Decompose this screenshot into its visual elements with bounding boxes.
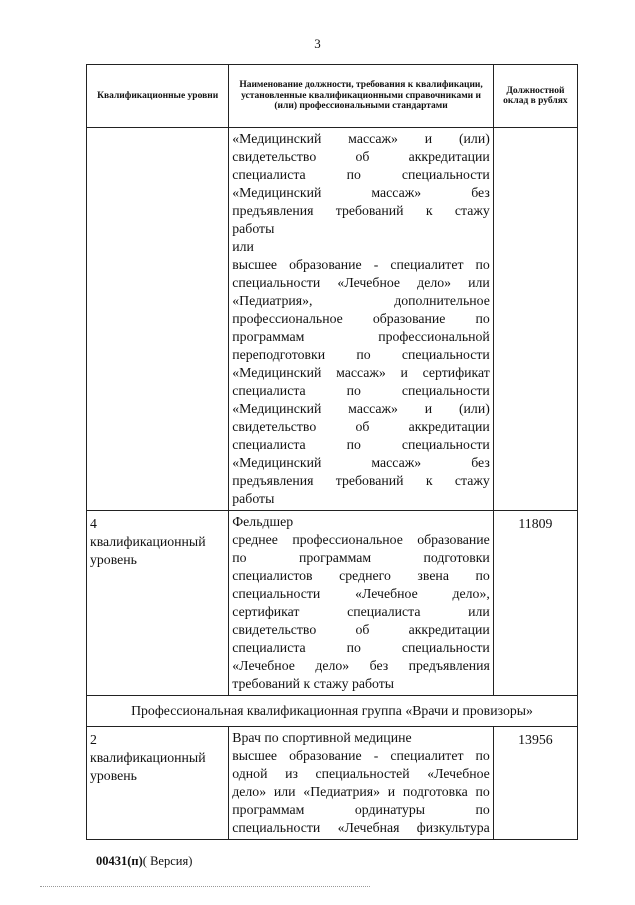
- text-line: требований к стажу работы: [232, 676, 395, 691]
- text-line: предъявления требований к стажу: [232, 203, 490, 218]
- text-line: свидетельство об аккредитации: [232, 622, 490, 637]
- text-line: специальности «Лечебное дело»,: [232, 586, 490, 601]
- text-line: Фельдшер: [232, 514, 294, 529]
- document-code-number: 00431(п): [96, 854, 143, 868]
- text-line: сертификат специалиста или: [232, 604, 490, 619]
- text-line: «Медицинский массаж» и (или): [232, 131, 490, 146]
- group-title: Профессиональная квалификационная группа «Врачи и провизоры»: [87, 696, 578, 727]
- text-line: «Лечебное дело» без предъявления: [232, 658, 490, 673]
- salary-cell: 13956: [493, 727, 577, 840]
- text-line: работы: [232, 221, 275, 236]
- text-line: профессиональное образование по: [232, 311, 490, 326]
- text-line: предъявления требований к стажу: [232, 473, 490, 488]
- text-line: высшее образование - специалитет по: [232, 257, 490, 272]
- level-cell: [87, 511, 229, 696]
- text-line: «Медицинский массаж» без: [232, 185, 490, 200]
- text-line: программам ординатуры по: [232, 802, 490, 817]
- document-code-version: ( Версия): [142, 854, 193, 868]
- level-cell: [87, 727, 229, 840]
- text-line: «Педиатрия», дополнительное: [232, 293, 490, 308]
- text-line: специалиста по специальности: [232, 640, 490, 655]
- scan-artifact: [40, 886, 370, 891]
- level-line: 2: [90, 732, 97, 747]
- level-line: уровень: [90, 768, 137, 783]
- text-line: специалиста по специальности: [232, 437, 490, 452]
- level-cell: [87, 128, 229, 511]
- requirements-cell: [229, 511, 494, 696]
- table-row: [87, 128, 578, 511]
- text-line: специалистов среднего звена по: [232, 568, 490, 583]
- level-line: 4: [90, 516, 97, 531]
- qualification-table: [86, 64, 578, 840]
- text-line: работы: [232, 491, 275, 506]
- salary-cell: [493, 128, 577, 511]
- salary-cell: 11809: [493, 511, 577, 696]
- header-position-requirements: Наименование должности, требования к квалификации, установленные квалификационными справочниками и (или) профессиональными стандартами: [229, 65, 494, 128]
- text-line: свидетельство об аккредитации: [232, 149, 490, 164]
- requirements-cell: [229, 727, 494, 840]
- document-code: [96, 854, 192, 869]
- header-salary: Должностной оклад в рублях: [493, 65, 577, 128]
- text-line: специалиста по специальности: [232, 167, 490, 182]
- text-line: «Медицинский массаж» и (или): [232, 401, 490, 416]
- text-line: среднее профессиональное образование: [232, 532, 490, 547]
- text-line: или: [232, 239, 254, 254]
- text-line: высшее образование - специалитет по: [232, 748, 490, 763]
- text-line: одной из специальностей «Лечебное: [232, 766, 490, 781]
- text-line: переподготовки по специальности: [232, 347, 490, 362]
- text-line: «Медицинский массаж» и сертификат: [232, 365, 490, 380]
- text-line: специальности «Лечебное дело» или: [232, 275, 490, 290]
- page-number: 3: [314, 36, 321, 51]
- level-line: квалификационный: [90, 750, 206, 765]
- header-levels: Квалификационные уровни: [87, 65, 229, 128]
- text-line: специалиста по специальности: [232, 383, 490, 398]
- text-line: специальности «Лечебная физкультура: [232, 820, 490, 835]
- text-line: программам профессиональной: [232, 329, 490, 344]
- level-line: квалификационный: [90, 534, 206, 549]
- text-line: дело» или «Педиатрия» и подготовка по: [232, 784, 490, 799]
- level-line: уровень: [90, 552, 137, 567]
- table-row: [87, 511, 578, 696]
- text-line: «Медицинский массаж» без: [232, 455, 490, 470]
- text-line: свидетельство об аккредитации: [232, 419, 490, 434]
- text-line: Врач по спортивной медицине: [232, 730, 412, 745]
- requirements-cell: [229, 128, 494, 511]
- table-header-row: [87, 65, 578, 128]
- text-line: по программам подготовки: [232, 550, 490, 565]
- group-header-row: [87, 696, 578, 727]
- table-row: [87, 727, 578, 840]
